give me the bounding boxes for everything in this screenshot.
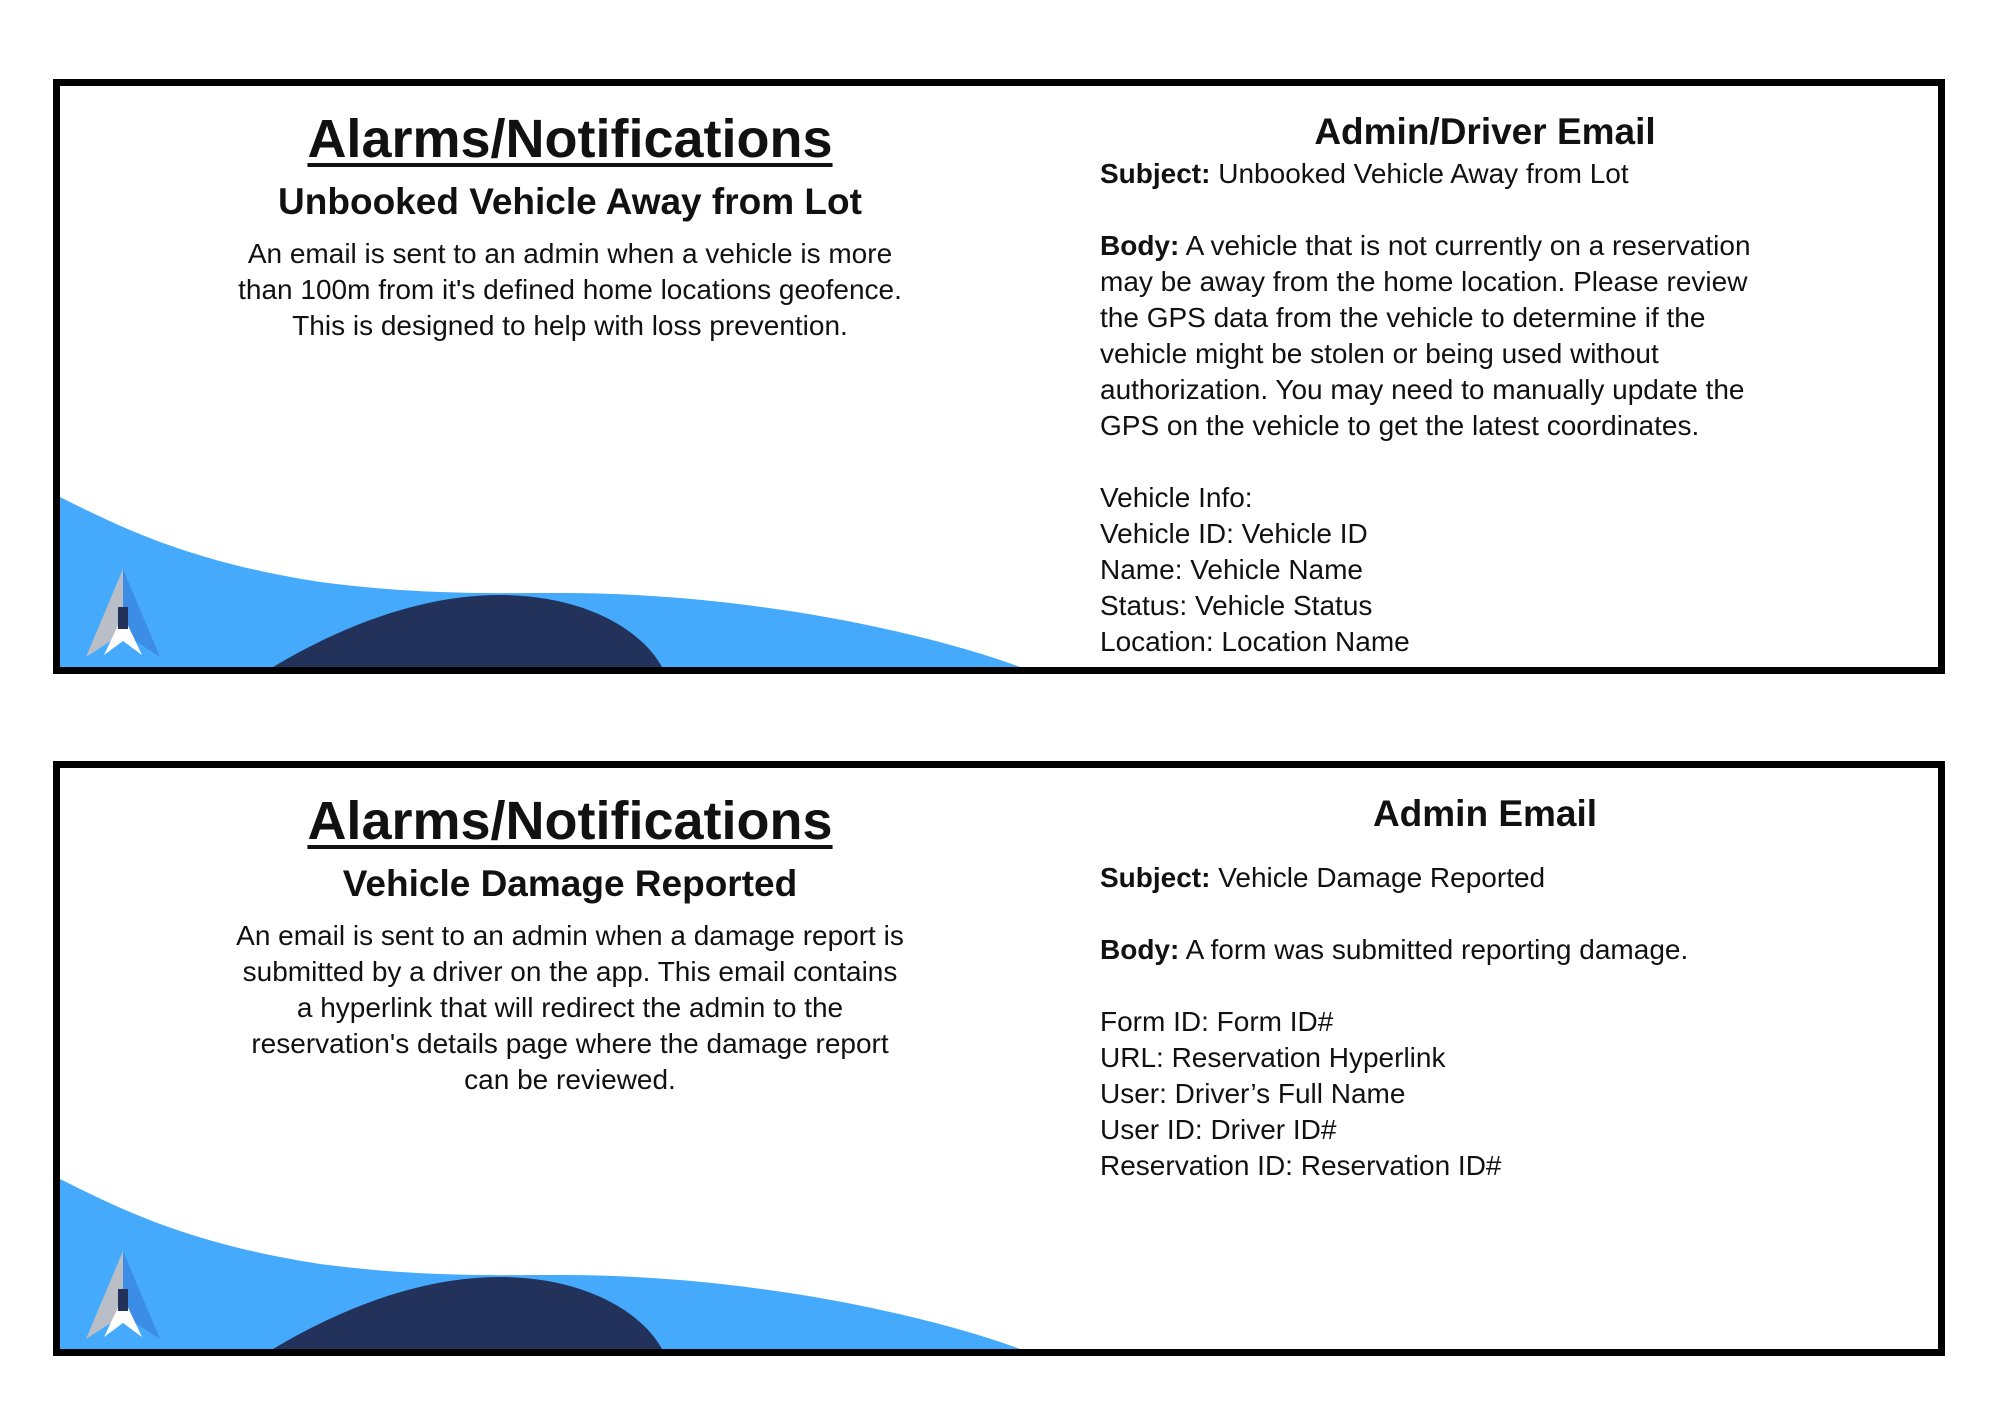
vehicle-info-list [1100, 480, 1900, 660]
email-title: Admin/Driver Email [1314, 111, 1656, 152]
email-body: Body: A vehicle that is not currently on a reservation may be away from the home location. Please review the GPS data from the vehicle to determine if the vehicle might be stolen or being used without authorization. You may need to manually update the GPS on the vehicle to get the latest coordinates. [1100, 230, 1751, 442]
list-item: Status: Vehicle Status [1100, 590, 1373, 622]
list-item: URL: Reservation Hyperlink [1100, 1042, 1446, 1074]
email-template-panel [1100, 790, 1900, 1184]
list-item: User: Driver’s Full Name [1100, 1078, 1406, 1110]
form-info-list [1100, 1004, 1900, 1184]
alarm-title: Vehicle Damage Reported [342, 862, 798, 904]
list-item: Location: Location Name [1100, 626, 1410, 658]
list-item: Vehicle Info: [1100, 482, 1253, 514]
email-subject: Subject: Unbooked Vehicle Away from Lot [1100, 158, 1629, 190]
decorative-wave [60, 1179, 1060, 1349]
alarm-description: An email is sent to an admin when a vehicle is more than 100m from it's defined home locations geofence. This is designed to help with loss prevention. [238, 237, 902, 341]
alarm-title: Unbooked Vehicle Away from Lot [278, 180, 862, 222]
alarm-description-panel [100, 106, 1040, 344]
list-item: Form ID: Form ID# [1100, 1006, 1334, 1038]
list-item: Name: Vehicle Name [1100, 554, 1364, 586]
email-subject: Subject: Vehicle Damage Reported [1100, 862, 1546, 894]
email-body: Body: A form was submitted reporting damage. [1100, 934, 1689, 966]
company-logo-icon [80, 1249, 166, 1341]
decorative-wave [60, 497, 1060, 667]
list-item: User ID: Driver ID# [1100, 1114, 1337, 1146]
notification-card-unbooked-vehicle [53, 79, 1945, 674]
section-heading: Alarms/Notifications [307, 791, 833, 851]
section-heading: Alarms/Notifications [307, 109, 833, 169]
list-item: Reservation ID: Reservation ID# [1100, 1150, 1502, 1182]
alarm-description-panel [100, 788, 1040, 1098]
list-item: Vehicle ID: Vehicle ID [1100, 518, 1368, 550]
email-title: Admin Email [1372, 793, 1598, 834]
email-template-panel [1100, 108, 1900, 660]
company-logo-icon [80, 567, 166, 659]
alarm-description: An email is sent to an admin when a damage report is submitted by a driver on the app. This email contains a hyperlink that will redirect the admin to the reservation's details page where the damage report can be reviewed. [236, 919, 904, 1095]
notification-card-damage-reported [53, 761, 1945, 1356]
